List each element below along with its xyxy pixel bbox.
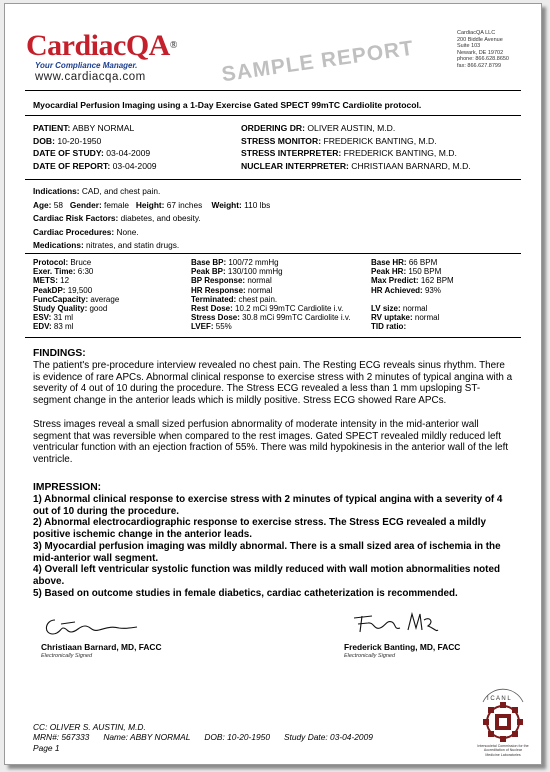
patient-info-right (241, 122, 471, 172)
stress-data-row (371, 313, 454, 322)
banting-signature-name: Frederick Banting, MD, FACC (344, 642, 461, 652)
study-date-row (33, 147, 157, 160)
stress-data-value: normal (247, 285, 273, 295)
stress-data-value: 100/72 mmHg (228, 258, 279, 267)
patient-name: ABBY NORMAL (72, 123, 135, 133)
demographics-row (33, 199, 270, 213)
address-line: Suite 103 (457, 43, 481, 50)
procedures-row (33, 226, 270, 240)
stress-monitor-value: FREDERICK BANTING, M.D. (323, 135, 437, 146)
stress-data-value: 130/100 mmHg (227, 267, 283, 277)
stress-data-row (33, 258, 119, 267)
weight-value: 110 lbs (244, 199, 271, 210)
stress-data-label: Peak BP: (191, 267, 226, 277)
dob-value: 10-20-1950 (57, 135, 102, 146)
stress-data-col-1 (33, 258, 119, 332)
indications-block (33, 185, 270, 253)
address-line: Newark, DE 19702 (457, 49, 504, 56)
banting-electronic-signed: Electronically Signed (344, 653, 396, 659)
footer-patient-line (33, 732, 373, 742)
gender-value: female (104, 199, 129, 210)
procedures-value: None. (116, 226, 139, 237)
website-url: www.cardiacqa.com (35, 71, 146, 83)
stress-data-row (371, 304, 454, 313)
stress-data-row (371, 258, 454, 267)
stress-data-row (33, 286, 119, 295)
report-date-row (33, 160, 157, 173)
stress-data-row (33, 322, 119, 331)
gender-label: Gender: (69, 199, 102, 210)
study-date-value: 03-04-2009 (106, 148, 151, 158)
stress-data-label: PeakDP: (33, 285, 66, 295)
stress-interpreter-label: STRESS INTERPRETER: (241, 148, 342, 158)
stress-data-label: LVEF: (191, 322, 214, 332)
stress-data-label: Stress Dose: (191, 313, 240, 323)
stress-data-row (33, 267, 119, 276)
stress-data-label: METS: (33, 276, 58, 286)
stress-data-row (191, 304, 350, 313)
stress-data-value: normal (414, 313, 440, 323)
icanl-seal (471, 688, 535, 760)
stress-data-row (191, 286, 350, 295)
nuclear-interpreter-row (241, 160, 471, 173)
barnard-signature-image (41, 616, 141, 638)
risk-factors-value: diabetes, and obesity. (120, 213, 201, 223)
address-line: fax: 866.627.8799 (457, 62, 502, 69)
stress-data-label: HR Response: (191, 285, 246, 295)
stress-data-row (33, 295, 119, 304)
stress-data-label: Protocol: (33, 258, 69, 267)
stress-data-value: average (90, 294, 120, 304)
stress-data-label: ESV: (33, 313, 52, 323)
impression-item: 2) Abnormal electrocardiographic response to exercise stress. The Stress ECG revealed a mildly positive ischemic change in the anterior leads. (33, 517, 486, 541)
banting-signature-image (350, 610, 440, 638)
stress-interpreter-row (241, 147, 471, 160)
stress-data-label: RV uptake: (371, 313, 413, 323)
stress-data-row (371, 322, 454, 331)
height-label: Height: (135, 199, 165, 210)
stress-data-row (371, 267, 454, 276)
indications-value: CAD, and chest pain. (81, 186, 161, 196)
stress-data-label: Rest Dose: (191, 304, 233, 314)
stress-data-value: chest pain. (238, 294, 278, 304)
sample-report-watermark: SAMPLE REPORT (220, 36, 416, 87)
ordering-dr-row (241, 122, 471, 135)
stress-data-row (191, 267, 350, 276)
stress-data-value: Bruce (70, 258, 92, 267)
address-line: CardiacQA LLC (457, 30, 496, 36)
stress-data-label: TID ratio: (371, 322, 407, 332)
stress-data-row (191, 322, 350, 331)
stress-monitor-label: STRESS MONITOR: (241, 135, 322, 146)
cardiacqa-logo (26, 31, 177, 61)
stress-data-row (371, 286, 454, 295)
stress-data-label: Peak HR: (371, 267, 407, 277)
indications-row (33, 185, 270, 199)
medications-row (33, 239, 270, 253)
stress-data-col-3 (371, 258, 454, 332)
stress-data-value: 55% (215, 322, 232, 332)
stress-data-row (33, 304, 119, 313)
medications-value: nitrates, and statin drugs. (86, 240, 180, 250)
impression-list (33, 494, 511, 599)
stress-data-label: BP Response: (191, 276, 246, 286)
registered-icon: ® (169, 40, 177, 51)
patient-info-left (33, 122, 157, 172)
header-divider (25, 90, 521, 91)
cc-line: CC: OLIVER S. AUSTIN, M.D. (33, 722, 146, 732)
stress-data-value: 12 (60, 276, 70, 286)
logo-text-qa: QA (125, 29, 170, 62)
seal-caption (471, 744, 535, 757)
weight-label: Weight: (211, 199, 242, 210)
company-address (457, 30, 509, 70)
ordering-dr-label: ORDERING DR: (241, 123, 305, 133)
report-date-value: 03-04-2009 (112, 160, 157, 171)
stress-data-label: LV size: (371, 304, 401, 314)
stress-data-label: Base BP: (191, 258, 227, 267)
dob-row (33, 135, 157, 148)
stress-data-value: 162 BPM (420, 276, 454, 286)
stress-data-value: good (89, 304, 108, 314)
stress-data-row (191, 258, 350, 267)
indications-label: Indications: (33, 186, 80, 196)
seal-caption-line: Accreditation of Nuclear (483, 748, 523, 753)
findings-paragraph-1: The patient's pre-procedure interview revealed no chest pain. The Resting ECG reveals sinus rhythm. There is evidence of rare APCs. Abnormal clinical response to exercise stress with 2 minutes of typical angina with a severity of 4 out of 10 during the procedure. The Stress ECG revealed a less than 1 mm upsloping ST-segment change in the anterior leads which is mildly positive. Stress ECG showed Rare APCs. (33, 360, 513, 407)
stress-data-value: 6:30 (77, 267, 94, 277)
procedures-label: Cardiac Procedures: (33, 226, 115, 237)
stress-data-row (191, 276, 350, 285)
footer-mrn: MRN#: 567333 (33, 732, 90, 743)
study-date-label: DATE OF STUDY: (33, 148, 104, 158)
dob-label: DOB: (33, 135, 55, 146)
icanl-letters: I C A N L (487, 696, 511, 702)
impression-item: 4) Overall left ventricular systolic function was mildly reduced with wall motion abnormalities noted above. (33, 564, 500, 587)
barnard-electronic-signed: Electronically Signed (41, 653, 93, 659)
barnard-signature-name: Christiaan Barnard, MD, FACC (41, 642, 162, 652)
stress-interpreter-value: FREDERICK BANTING, M.D. (343, 148, 457, 158)
address-line: 200 Biddle Avenue (457, 36, 503, 43)
stress-data-value: normal (247, 276, 272, 286)
patient-label: PATIENT: (33, 123, 71, 133)
stress-data-label: Max Predict: (371, 276, 419, 286)
seal-caption-line: Intersocietal Commission for the (477, 744, 529, 748)
stress-data-value: 31 ml (53, 313, 74, 323)
risk-factors-label: Cardiac Risk Factors: (33, 213, 119, 223)
stress-data-label: Study Quality: (33, 304, 88, 314)
age-label: Age: (33, 199, 52, 210)
stress-data-value: 83 ml (53, 322, 74, 332)
stress-data-value: 93% (424, 285, 441, 295)
stress-data-row (191, 295, 350, 304)
report-footer (33, 722, 373, 753)
stress-data-label: HR Achieved: (371, 285, 423, 295)
impression-item: 5) Based on outcome studies in female diabetics, cardiac catheterization is recommended. (33, 587, 458, 599)
risk-factors-row (33, 212, 270, 226)
footer-study-date: Study Date: 03-04-2009 (283, 732, 373, 743)
stress-monitor-row (241, 135, 471, 148)
stress-data-col-2 (191, 258, 350, 332)
seal-caption-line: Medicine Laboratories (485, 752, 521, 757)
age-value: 58 (53, 199, 63, 210)
height-value: 67 inches (166, 199, 203, 210)
patient-row (33, 122, 157, 135)
logo-tagline: Your Compliance Manager. (35, 61, 138, 70)
stress-data-value: 66 BPM (408, 258, 438, 267)
stress-data-value: 19,500 (67, 285, 93, 295)
address-line: phone: 866.628.8650 (457, 56, 509, 63)
stress-data-value: 150 BPM (408, 267, 442, 277)
stress-data-row (33, 313, 119, 322)
title-divider (25, 115, 521, 116)
indications-divider (25, 253, 521, 254)
stress-data-row (371, 295, 454, 304)
stress-data-row (191, 313, 350, 322)
report-title: Myocardial Perfusion Imaging using a 1-Day Exercise Gated SPECT 99mTC Cardiolite protocol. (33, 100, 422, 110)
stress-data-value: 10.2 mCi 99mTC Cardiolite i.v. (235, 304, 344, 314)
findings-paragraph-2: Stress images reveal a small sized perfusion abnormality of moderate intensity in the mid-anterior wall segment that was reversible when compared to the rest images. Gated SPECT revealed mildly reduced left ventricular function with an ejection fraction of 55%. There was mild hypokinesis in the anterior wall of the left ventricle. (33, 419, 509, 466)
report-page (4, 3, 542, 765)
ordering-dr-value: OLIVER AUSTIN, M.D. (307, 123, 396, 133)
findings-heading: FINDINGS: (33, 348, 86, 359)
footer-name: Name: ABBY NORMAL (103, 732, 191, 743)
page-number: Page 1 (33, 742, 60, 753)
impression-item: 3) Myocardial perfusion imaging was mildly abnormal. There is a small sized area of ischemia in the mid-anterior wall segment. (33, 540, 501, 564)
stress-data-label: Terminated: (191, 294, 237, 304)
stress-data-row (371, 276, 454, 285)
stress-data-divider (25, 337, 521, 338)
stress-data-label: EDV: (33, 322, 52, 332)
nuclear-interpreter-value: CHRISTIAAN BARNARD, M.D. (351, 160, 471, 171)
stress-data-value: normal (402, 304, 428, 314)
impression-heading: IMPRESSION: (33, 482, 102, 493)
stress-data-label: Base HR: (371, 258, 407, 267)
stress-data-label: Exer. Time: (33, 267, 76, 277)
nuclear-interpreter-label: NUCLEAR INTERPRETER: (241, 160, 349, 171)
logo-text-cardiac: Cardiac (26, 29, 126, 62)
stress-data-row (33, 276, 119, 285)
report-date-label: DATE OF REPORT: (33, 160, 111, 171)
medications-label: Medications: (33, 240, 84, 250)
footer-dob: DOB: 10-20-1950 (204, 732, 270, 743)
stress-data-label: FuncCapacity: (33, 294, 89, 304)
patient-divider (25, 179, 521, 180)
impression-item: 1) Abnormal clinical response to exercise stress with 2 minutes of typical angina with a severity of 4 out of 10 during the procedure. (33, 494, 503, 517)
stress-data-value: 30.8 mCi 99mTC Cardiolite i.v. (242, 313, 351, 323)
